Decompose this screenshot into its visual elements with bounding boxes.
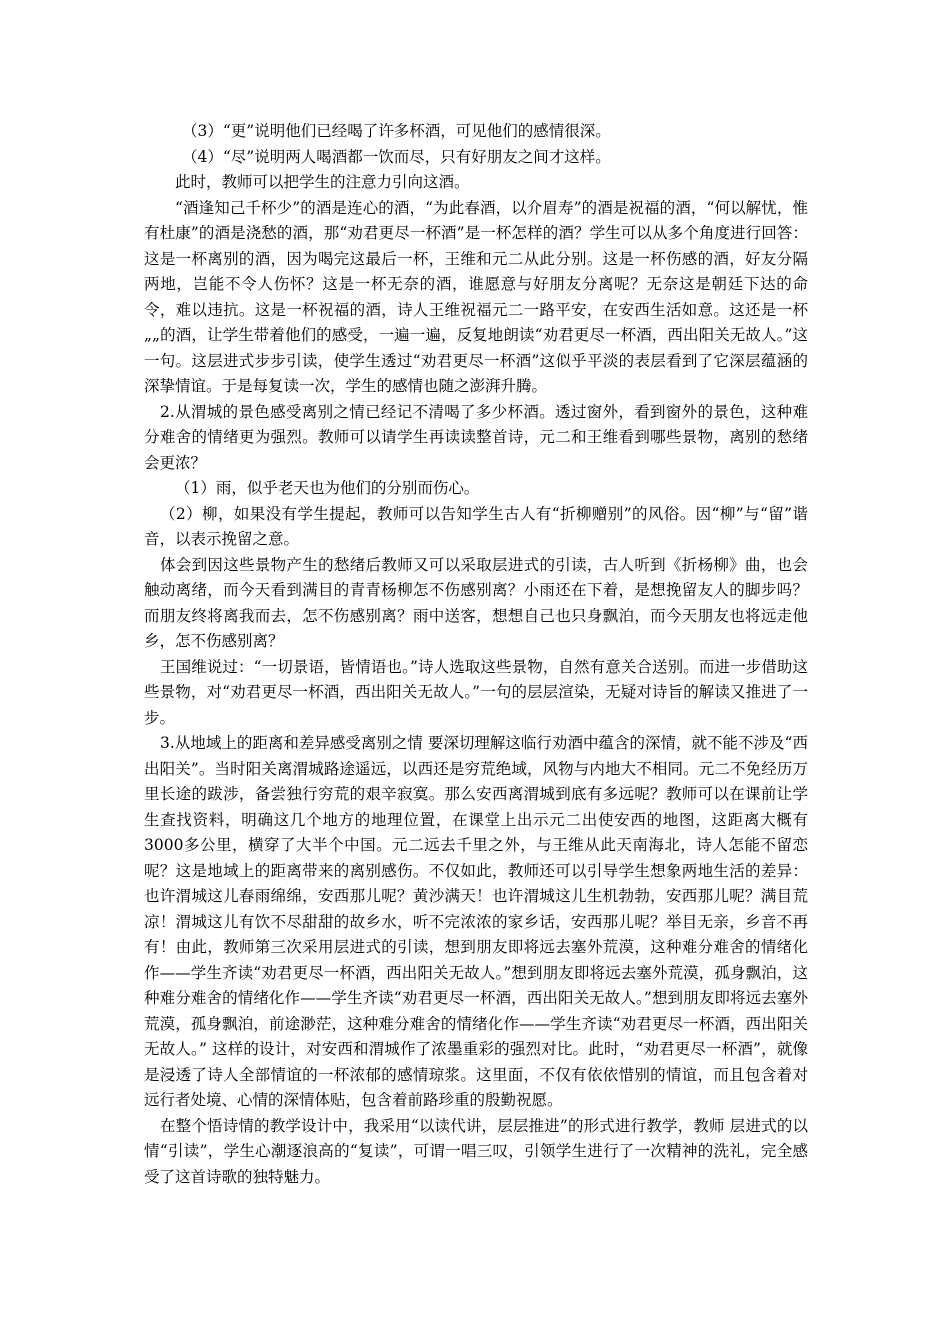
paragraph-gengzi-explanation: （3）“更”说明他们已经喝了许多杯酒，可见他们的感情很深。: [182, 122, 611, 140]
paragraph-rain: （1）雨，似乎老天也为他们的分别而伤心。: [175, 479, 480, 497]
paragraph-wine-meanings: “酒逢知己千杯少”的酒是连心的酒，“为此春酒，以介眉寿”的酒是祝福的酒，“何以解忧，惟有杜康”的酒是浇愁的酒，那“劝君更尽一杯酒”是一杯怎样的酒？学生可以从多个角度进行回答：这是一杯离别的酒，因为喝完这最后一杯，王维和元二从此分别。这是一杯伤感的酒，好友分隔两地，岂能不令人伤怀？这是一杯无奈的酒，谁愿意与好朋友分离呢？无奈这是朝廷下达的命令，难以违抗。这是一杯祝福的酒，诗人王维祝福元二一路平安，在安西生活如意。这还是一杯„„的酒，让学生带着他们的感受，一遍一遍，反复地朗读“劝君更尽一杯酒，西出阳关无故人。”这一句。这层进式步步引读，使学生透过“劝君更尽一杯酒”这似乎平淡的表层看到了它深层蕴涵的深挚情谊。于是每复读一次，学生的感情也随之澎湃升腾。: [144, 198, 808, 395]
paragraph-guided-reading: 体会到因这些景物产生的愁绪后教师又可以采取层进式的引读，古人听到《折杨柳》曲，也会触动离绪，而今天看到满目的青青杨柳怎不伤感别离？小雨还在下着，是想挽留友人的脚步吗？而朋友终将离我而去，怎不伤感别离？雨中送客，想想自己也只身飘泊，而今天朋友也将远走他乡，怎不伤感别离？: [144, 555, 808, 650]
document-body: [144, 119, 808, 1190]
paragraph-jinzi-explanation: （4）“尽”说明两人喝酒都一饮而尽，只有好朋友之间才这样。: [182, 147, 611, 166]
section-2-scenery: 2.从渭城的景色感受离别之情已经记不清喝了多少杯酒。透过窗外，看到窗外的景色，这种难分难舍的情绪更为强烈。教师可以请学生再读读整首诗，元二和王维看到哪些景物，离别的愁绪会更浓？: [144, 402, 808, 472]
paragraph-conclusion: 在整个悟诗情的教学设计中，我采用“以读代讲，层层推进”的形式进行教学，教师 层进式的以情“引读”，学生心潮逐浪高的“复读”，可谓一唱三叹，引领学生进行了一次精神的洗礼，完全感受了这首诗歌的独特魅力。: [144, 1116, 808, 1186]
paragraph-wang-guowei: 王国维说过：“一切景语，皆情语也。”诗人选取这些景物，自然有意关合送别。而进一步借助这些景物，对“劝君更尽一杯酒，西出阳关无故人。”一句的层层渲染，无疑对诗旨的解读又推进了一步。: [144, 657, 808, 727]
section-3-distance: 3.从地域上的距离和差异感受离别之情 要深切理解这临行劝酒中蕴含的深情，就不能不涉及“西出阳关”。当时阳关离渭城路途遥远，以西还是穷荒绝域，风物与内地大不相同。元二不免经历万里长途的跋涉，备尝独行穷荒的艰辛寂寞。那么安西离渭城到底有多远呢？教师可以在课前让学生查找资料，明确这几个地方的地理位置，在课堂上出示元二出使安西的地图，这距离大概有3000多公里，横穿了大半个中国。元二远去千里之外，与王维从此天南海北，诗人怎能不留恋呢？这是地域上的距离带来的离别感伤。不仅如此，教师还可以引导学生想象两地生活的差异：也许渭城这儿春雨绵绵，安西那儿呢？黄沙满天！也许渭城这儿生机勃勃，安西那儿呢？满目荒凉！渭城这儿有饮不尽甜甜的故乡水，听不完浓浓的家乡话，安西那儿呢？举目无亲，乡音不再有！由此，教师第三次采用层进式的引读，想到朋友即将远去塞外荒漠，这种难分难舍的情绪化作——学生齐读“劝君更尽一杯酒，西出阳关无故人。”想到朋友即将远去塞外荒漠，孤身飘泊，这种难分难舍的情绪化作——学生齐读“劝君更尽一杯酒，西出阳关无故人。”想到朋友即将远去塞外荒漠，孤身飘泊，前途渺茫，这种难分难舍的情绪化作——学生齐读“劝君更尽一杯酒，西出阳关无故人。” 这样的设计，对安西和渭城作了浓墨重彩的强烈对比。此时，“劝君更尽一杯酒”，就像是浸透了诗人全部情谊的一杯浓郁的感情琼浆。这里面，不仅有依依惜别的情谊，而且包含着对远行者处境、心情的深情体贴，包含着前路珍重的殷勤祝愿。: [144, 734, 808, 1109]
paragraph-willow: （2）柳，如果没有学生提起，教师可以告知学生古人有“折柳赠别”的风俗。因“柳”与“留”谐音，以表示挽留之意。: [144, 504, 808, 548]
paragraph-wine-transition: 此时，教师可以把学生的注意力引向这酒。: [175, 173, 470, 191]
